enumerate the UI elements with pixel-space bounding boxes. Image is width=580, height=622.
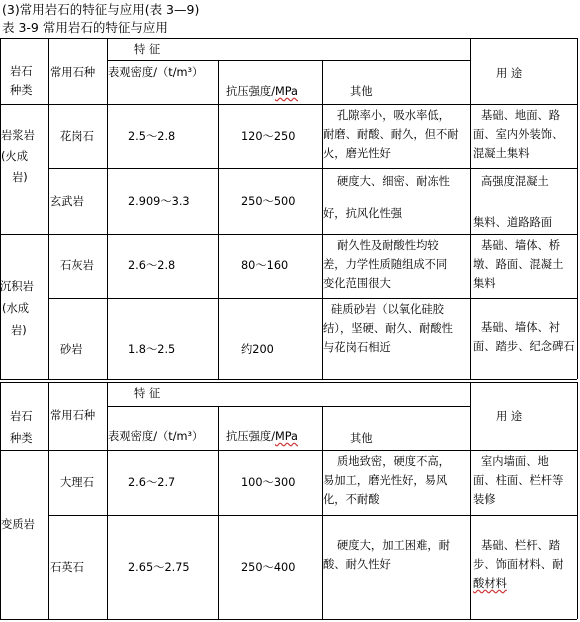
table-border-right xyxy=(577,382,578,619)
usage-text: 基础、墙体、衬 面、踏步、纪念碑石 xyxy=(473,321,575,353)
grid-line xyxy=(0,234,577,235)
grid-line xyxy=(48,38,49,379)
header-stone-col: 常用石种 xyxy=(50,66,96,79)
header-strength: 抗压强度/MPa xyxy=(226,85,298,98)
other-text: 硬度大、细密、耐冻性 好，抗风化性强 xyxy=(323,175,450,220)
header-other: 其他 xyxy=(350,85,373,98)
table-border-top xyxy=(0,382,577,383)
stone-name: 石英石 xyxy=(50,561,84,574)
stone-name: 石灰岩 xyxy=(60,259,94,272)
grid-line xyxy=(48,515,577,516)
table-border-bottom xyxy=(0,619,577,620)
table-border-bottom xyxy=(0,379,577,380)
density-value: 2.6～2.8 xyxy=(128,259,176,272)
strength-value: 约200 xyxy=(241,343,274,356)
stone-name: 花岗石 xyxy=(60,130,94,143)
group-label: 岩浆岩 (火成 岩) xyxy=(1,129,35,184)
table-caption: 表 3-9 常用岩石的特征与应用 xyxy=(2,20,168,35)
header-group-col: 岩石 种类 xyxy=(10,65,33,97)
grid-line xyxy=(107,406,470,407)
header-other: 其他 xyxy=(350,432,373,445)
header-strength: 抗压强度/MPa xyxy=(226,430,298,443)
other-text: 硅质砂岩（以氧化硅胶 结），坚硬、耐久、耐酸性 与花岗石相近 xyxy=(323,303,453,354)
other-text: 硬度大，加工困难，耐 酸、耐久性好 xyxy=(323,539,450,571)
header-features: 特 征 xyxy=(134,43,161,56)
stone-name: 砂岩 xyxy=(60,343,83,356)
usage-text: 基础、栏杆、踏 步、饰面材料、耐 酸材料 xyxy=(473,539,564,590)
grid-line xyxy=(218,60,219,379)
other-text: 孔隙率小，吸水率低， 耐磨、耐酸、耐久，但不耐 火，磨光性好 xyxy=(323,109,459,160)
strength-value: 120～250 xyxy=(241,130,296,143)
header-density: 表观密度/（t/m³） xyxy=(108,66,204,79)
header-density: 表观密度/（t/m³） xyxy=(108,430,204,443)
grid-line xyxy=(218,406,219,619)
section-heading: (3)常用岩石的特征与应用(表 3—9) xyxy=(2,2,200,17)
grid-line xyxy=(0,450,577,451)
table-border-left xyxy=(0,382,1,619)
usage-text: 基础、地面、路 面、室内外装饰、 混凝土集料 xyxy=(473,109,564,160)
density-value: 2.909～3.3 xyxy=(128,195,190,208)
density-value: 2.65～2.75 xyxy=(128,561,190,574)
stone-name: 大理石 xyxy=(60,476,94,489)
header-usage: 用 途 xyxy=(496,410,523,423)
usage-text: 高强度混凝土 集料、道路路面 xyxy=(473,175,553,229)
group-label: 变质岩 xyxy=(1,518,35,531)
density-value: 1.8～2.5 xyxy=(128,343,176,356)
grid-line xyxy=(48,298,577,299)
usage-text: 室内墙面、地 面、柱面、栏杆等 装修 xyxy=(473,455,564,506)
table-border-top xyxy=(0,38,577,39)
grid-line xyxy=(322,406,323,619)
grid-line xyxy=(470,382,471,619)
table-border-right xyxy=(577,38,578,379)
stone-name: 玄武岩 xyxy=(50,195,84,208)
usage-text: 基础、墙体、桥 墩、路面、混凝土 集料 xyxy=(473,239,564,290)
strength-value: 80～160 xyxy=(241,259,289,272)
header-stone-col: 常用石种 xyxy=(50,409,96,422)
other-text: 质地致密，硬度不高， 易加工，磨光性好，易风 化，不耐酸 xyxy=(323,455,450,506)
grid-line xyxy=(107,38,108,379)
grid-line xyxy=(107,382,108,619)
grid-line xyxy=(48,168,577,169)
strength-value: 250～500 xyxy=(241,195,296,208)
grid-line xyxy=(0,104,577,105)
density-value: 2.5～2.8 xyxy=(128,130,176,143)
grid-line xyxy=(107,60,470,61)
header-group-col: 岩石 种类 xyxy=(10,410,33,445)
group-label: 沉积岩 (水成 岩) xyxy=(0,280,34,337)
header-usage: 用 途 xyxy=(496,67,523,80)
density-value: 2.6～2.7 xyxy=(128,476,176,489)
grid-line xyxy=(48,382,49,619)
grid-line xyxy=(470,38,471,379)
strength-value: 250～400 xyxy=(241,561,296,574)
strength-value: 100～300 xyxy=(241,476,296,489)
header-features: 特 征 xyxy=(134,387,161,400)
other-text: 耐久性及耐酸性均较 差，力学性质随组成不同 变化范围很大 xyxy=(323,239,448,290)
